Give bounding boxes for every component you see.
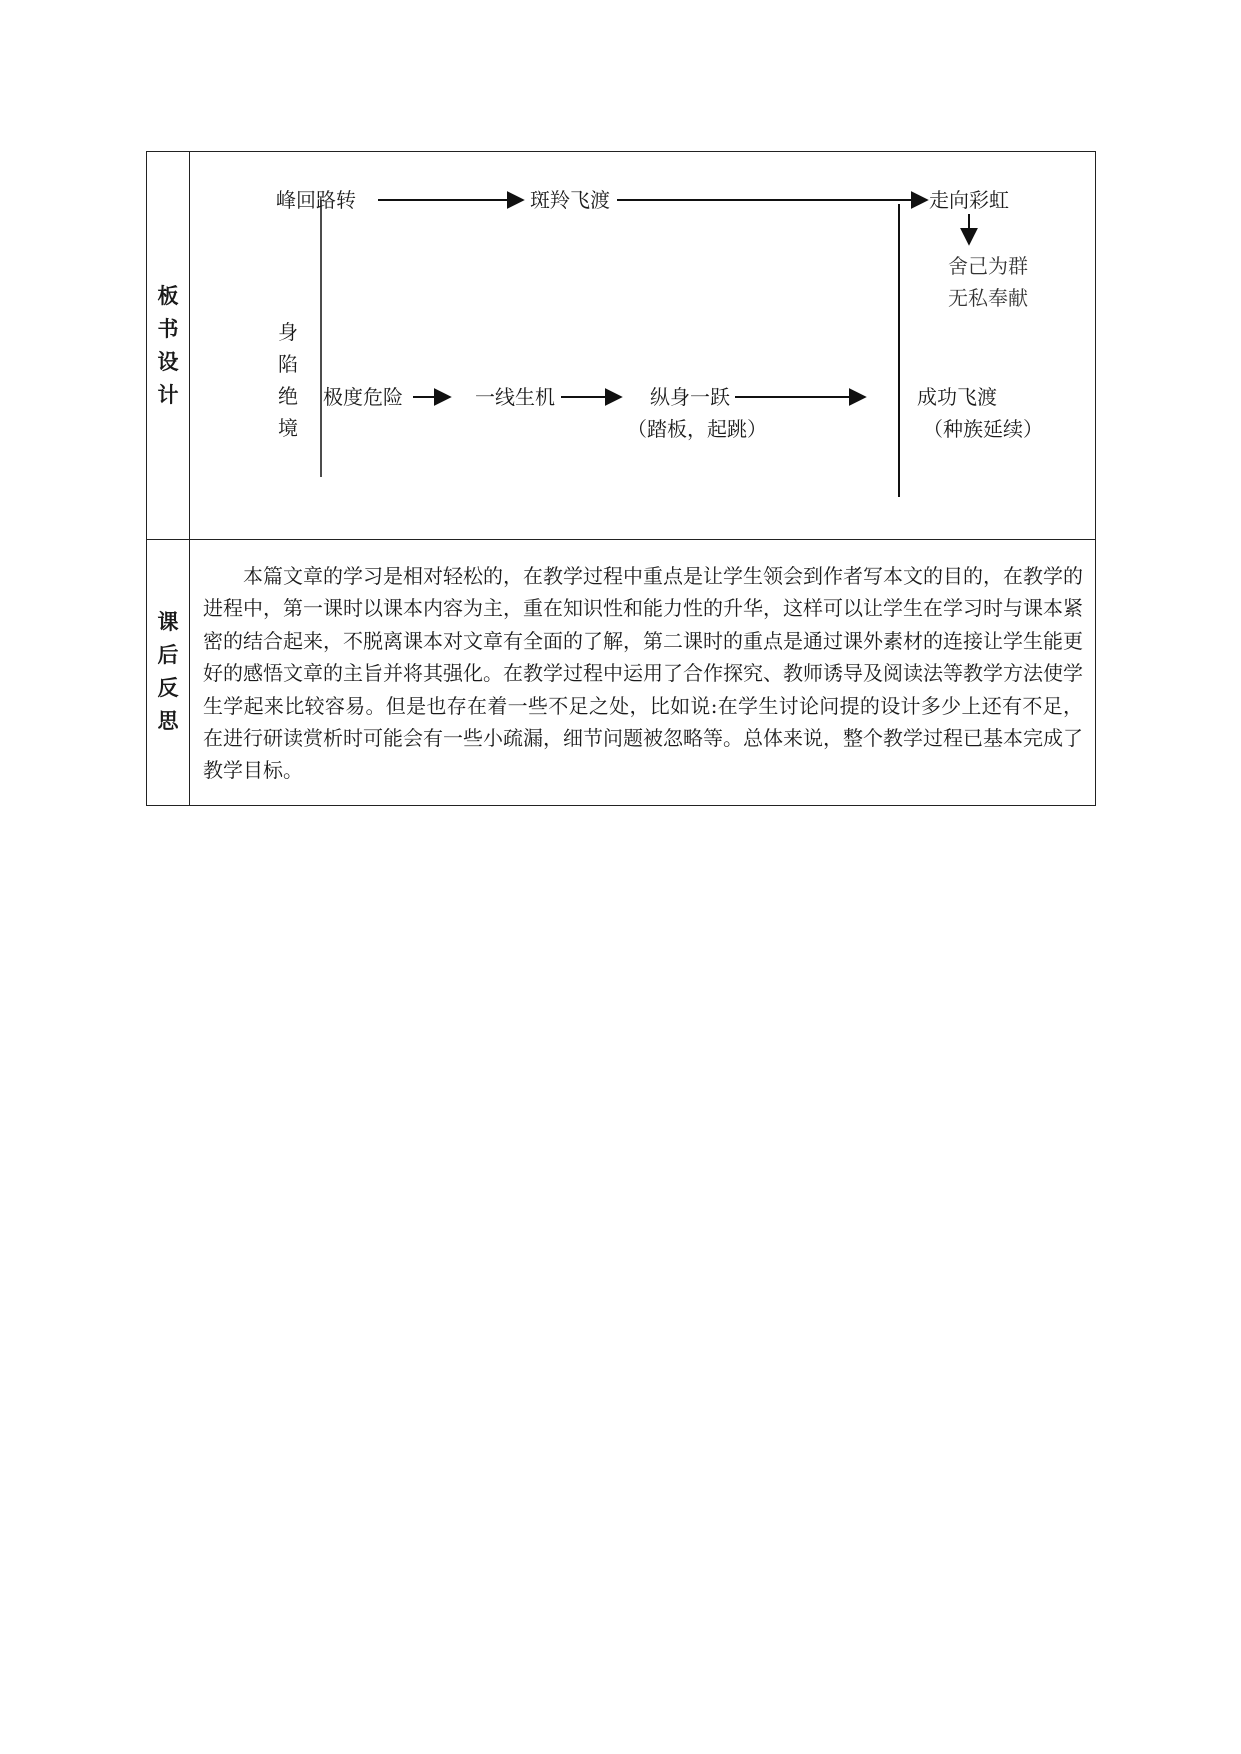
label-char: 反 [157,676,179,700]
side-char: 陷 [278,352,298,376]
node-zongshenyiyue: 纵身一跃 [650,385,730,409]
node-zouxiangcaihong: 走向彩虹 [929,188,1009,212]
side-char: 绝 [278,384,298,408]
note-zhongzu-yanxu: （种族延续） [923,417,1043,441]
side-char: 境 [278,416,298,440]
note-taban-qitiao: （踏板，起跳） [627,417,767,441]
node-fenghuiluzhuan: 峰回路转 [276,188,356,212]
label-char: 板 [157,284,179,308]
reflection-text: 本篇文章的学习是相对轻松的，在教学过程中重点是让学生领会到作者写本文的目的，在教学的进程中，第一课时以课本内容为主，重在知识性和能力性的升华，这样可以让学生在学习时与课本紧密的结合起来，不脱离课本对文章有全面的了解，第二课时的重点是通过课外素材的连接让学生能更好的感悟文章的主旨并将其强化。在教学过程中运用了合作探究、教师诱导及阅读法等教学方法使学生学起来比较容易。但是也存在着一些不足之处，比如说:在学生讨论问提的设计多少上还有不足，在进行研读赏析时可能会有一些小疏漏，细节问题被忽略等。总体来说，整个教学过程已基本完成了教学目标。 [203,564,1083,783]
label-char: 思 [157,709,179,733]
node-jiduweixian: 极度危险 [323,385,403,409]
node-banlingfeidu: 斑羚飞渡 [530,188,610,212]
label-char: 书 [157,317,179,341]
label-char: 课 [157,610,179,634]
label-char: 计 [157,383,179,407]
node-chenggongfeidu: 成功飞渡 [917,385,997,409]
node-yixianshengji: 一线生机 [475,385,555,409]
side-label-vertical [276,316,300,444]
label-char: 设 [157,350,179,374]
label-char: 后 [157,643,179,667]
outcome-line-1: 舍己为群 [948,254,1028,278]
side-char: 身 [278,320,298,344]
row-divider [147,539,1095,540]
outcome-line-2: 无私奉献 [948,286,1028,310]
lesson-table [146,151,1096,806]
reflection-label [147,606,189,738]
